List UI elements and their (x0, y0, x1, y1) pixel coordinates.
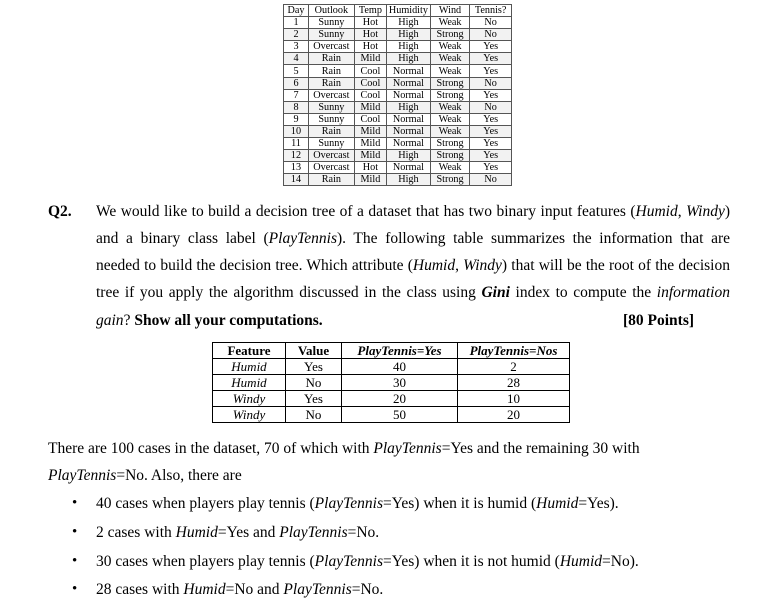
term-windy: Windy (686, 203, 725, 220)
term-playtennis: PlayTennis (48, 467, 117, 484)
table-cell: Strong (430, 138, 470, 150)
table-cell: 40 (342, 359, 458, 375)
table-cell: No (470, 17, 512, 29)
bullet-item-2 (96, 524, 379, 542)
table-cell: Strong (430, 29, 470, 41)
term-humid: Humid (559, 553, 603, 570)
table-row (284, 101, 512, 113)
header-playtennis-no (458, 343, 570, 359)
table-cell: Yes (470, 113, 512, 125)
bullet-icon: • (72, 581, 78, 597)
table-cell: Cool (354, 113, 386, 125)
table-row (284, 138, 512, 150)
table-cell: Normal (387, 77, 431, 89)
table-cell: Weak (430, 162, 470, 174)
table-cell: 20 (458, 407, 570, 423)
table-cell: High (387, 29, 431, 41)
text: =No and (225, 581, 284, 598)
table-cell: Yes (286, 391, 342, 407)
term-humid: Humid (536, 495, 579, 512)
term-playtennis: PlayTennis (283, 581, 352, 598)
table-cell: High (387, 174, 431, 186)
table-cell: Sunny (308, 101, 354, 113)
table-cell: 12 (284, 150, 309, 162)
table-cell: Weak (430, 113, 470, 125)
table-cell: 13 (284, 162, 309, 174)
header-value: Value (286, 343, 342, 359)
table-row (284, 113, 512, 125)
table-cell: Normal (387, 113, 431, 125)
table-cell: Humid (213, 359, 286, 375)
question-line-3 (96, 257, 730, 275)
text: ). The following table summarizes the information that are (337, 230, 730, 247)
table-cell: Weak (430, 65, 470, 77)
table-cell: Hot (354, 162, 386, 174)
header-humidity: Humidity (387, 5, 431, 17)
text: ) that will be the root of the decision (501, 257, 730, 274)
table-cell: Rain (308, 65, 354, 77)
table-cell: Strong (430, 174, 470, 186)
question-line-2 (96, 230, 730, 248)
table-cell: Yes (286, 359, 342, 375)
text: =No). (602, 553, 639, 570)
text: , (455, 257, 464, 274)
table-cell: Rain (308, 125, 354, 137)
table-cell: Cool (354, 65, 386, 77)
table-cell: Sunny (308, 113, 354, 125)
table-cell: Rain (308, 53, 354, 65)
table-cell: No (470, 29, 512, 41)
table-cell: No (470, 174, 512, 186)
table-cell: Weak (430, 53, 470, 65)
table-cell: 9 (284, 113, 309, 125)
term-windy: Windy (463, 257, 502, 274)
table-cell: Mild (354, 125, 386, 137)
term-humid: Humid (635, 203, 678, 220)
table-cell: No (470, 101, 512, 113)
table-cell: No (470, 77, 512, 89)
table-cell: Weak (430, 125, 470, 137)
table-cell: High (387, 53, 431, 65)
table-row (213, 359, 570, 375)
term-gini: Gini (481, 284, 510, 301)
table-cell: 20 (342, 391, 458, 407)
table-cell: No (286, 375, 342, 391)
table-cell: 50 (342, 407, 458, 423)
table-cell: 4 (284, 53, 309, 65)
table-row (284, 41, 512, 53)
text: =Yes and the remaining 30 with (441, 440, 640, 457)
bullet-item-4 (96, 581, 383, 599)
table-cell: Mild (354, 101, 386, 113)
bullet-icon: • (72, 553, 78, 569)
show-computations-text: Show all your computations. (134, 312, 323, 329)
header-tennis: Tennis? (470, 5, 512, 17)
question-line-4 (96, 284, 730, 302)
term-playtennis: PlayTennis (314, 495, 383, 512)
table-cell: Normal (387, 162, 431, 174)
term-humid: Humid (412, 257, 456, 274)
term-gain: gain (96, 312, 124, 329)
table-cell: Strong (430, 77, 470, 89)
table-cell: 2 (458, 359, 570, 375)
term-humid: Humid (175, 524, 218, 541)
table-row (284, 53, 512, 65)
term-humid: Humid (183, 581, 226, 598)
tennis-table-body (284, 17, 512, 186)
table-cell: 30 (342, 375, 458, 391)
table-cell: 8 (284, 101, 309, 113)
text: 40 cases when players play tennis ( (96, 495, 315, 512)
table-cell: Yes (470, 41, 512, 53)
table-cell: Normal (387, 65, 431, 77)
text: ? (123, 312, 135, 329)
text: =Yes and (217, 524, 280, 541)
text: =No. (347, 524, 380, 541)
table-cell: Yes (470, 65, 512, 77)
table-cell: 5 (284, 65, 309, 77)
table-cell: Yes (470, 53, 512, 65)
table-row (284, 29, 512, 41)
table-cell: High (387, 41, 431, 53)
table-row (213, 407, 570, 423)
table-cell: Weak (430, 17, 470, 29)
text: 2 cases with (96, 524, 176, 541)
bullet-icon: • (72, 524, 78, 540)
table-cell: Yes (470, 150, 512, 162)
header-feature: Feature (213, 343, 286, 359)
table-cell: Humid (213, 375, 286, 391)
table-cell: Yes (470, 89, 512, 101)
table-row (284, 89, 512, 101)
text: There are 100 cases in the dataset, 70 of which with (48, 440, 374, 457)
table-cell: 1 (284, 17, 309, 29)
table-cell: 7 (284, 89, 309, 101)
text: index to compute the (509, 284, 657, 301)
tennis-dataset-table (283, 4, 512, 186)
table-cell: Weak (430, 41, 470, 53)
bullet-icon: • (72, 495, 78, 511)
table-cell: Mild (354, 150, 386, 162)
table-cell: Hot (354, 17, 386, 29)
text: needed to build the decision tree. Which attribute ( (96, 257, 413, 274)
table-cell: Rain (308, 77, 354, 89)
header-text: PlayTennis=Yes (357, 343, 442, 358)
question-label: Q2. (48, 203, 72, 220)
table-cell: Windy (213, 407, 286, 423)
table-cell: Overcast (308, 150, 354, 162)
summary-header-row (213, 343, 570, 359)
table-cell: Hot (354, 29, 386, 41)
table-cell: 10 (458, 391, 570, 407)
table-cell: Weak (430, 101, 470, 113)
header-outlook: Outlook (308, 5, 354, 17)
header-temp: Temp (354, 5, 386, 17)
table-cell: 3 (284, 41, 309, 53)
table-cell: Cool (354, 77, 386, 89)
table-cell: No (286, 407, 342, 423)
table-cell: Yes (470, 162, 512, 174)
table-row (284, 65, 512, 77)
text: =No. (351, 581, 384, 598)
table-cell: Strong (430, 150, 470, 162)
table-cell: Mild (354, 138, 386, 150)
header-playtennis-yes (342, 343, 458, 359)
text: tree if you apply the algorithm discussed in the class using (96, 284, 482, 301)
table-cell: Hot (354, 41, 386, 53)
table-cell: High (387, 150, 431, 162)
text: 28 cases with (96, 581, 184, 598)
table-cell: Sunny (308, 29, 354, 41)
table-row (213, 375, 570, 391)
text: We would like to build a decision tree of a dataset that has two binary input features ( (96, 203, 636, 220)
text: ) (724, 203, 731, 220)
table-cell: 11 (284, 138, 309, 150)
table-cell: Mild (354, 53, 386, 65)
text: =No. Also, there are (116, 467, 242, 484)
table-cell: Yes (470, 125, 512, 137)
text: and a binary class label ( (96, 230, 269, 247)
header-text: PlayTennis=Nos (469, 343, 558, 358)
term-playtennis: PlayTennis (314, 553, 383, 570)
table-cell: High (387, 101, 431, 113)
table-cell: 14 (284, 174, 309, 186)
text: =Yes) when it is humid ( (383, 495, 537, 512)
text: =Yes) when it is not humid ( (383, 553, 560, 570)
table-cell: Yes (470, 138, 512, 150)
summary-table (212, 342, 570, 423)
description-line-2 (48, 467, 242, 485)
text: 30 cases when players play tennis ( (96, 553, 315, 570)
question-line-1 (96, 203, 730, 221)
table-cell: Sunny (308, 138, 354, 150)
table-row (284, 174, 512, 186)
table-cell: Normal (387, 89, 431, 101)
table-cell: Overcast (308, 89, 354, 101)
tennis-table-header-row (284, 5, 512, 17)
text: , (677, 203, 687, 220)
table-row (284, 150, 512, 162)
term-playtennis: PlayTennis (268, 230, 337, 247)
table-cell: 6 (284, 77, 309, 89)
text: =Yes). (578, 495, 619, 512)
table-row (213, 391, 570, 407)
header-day: Day (284, 5, 309, 17)
table-cell: 10 (284, 125, 309, 137)
table-cell: Mild (354, 174, 386, 186)
table-cell: Overcast (308, 162, 354, 174)
table-cell: Cool (354, 89, 386, 101)
table-row (284, 162, 512, 174)
table-row (284, 17, 512, 29)
description-line-1 (48, 440, 640, 458)
question-line-5 (96, 312, 323, 330)
bullet-item-3 (96, 553, 639, 571)
table-cell: 28 (458, 375, 570, 391)
table-cell: Overcast (308, 41, 354, 53)
header-wind: Wind (430, 5, 470, 17)
table-cell: 2 (284, 29, 309, 41)
table-cell: High (387, 17, 431, 29)
summary-table-body (213, 359, 570, 423)
table-row (284, 77, 512, 89)
term-playtennis: PlayTennis (279, 524, 348, 541)
table-cell: Strong (430, 89, 470, 101)
term-playtennis: PlayTennis (373, 440, 442, 457)
table-cell: Windy (213, 391, 286, 407)
bullet-item-1 (96, 495, 619, 513)
points-label: [80 Points] (623, 312, 695, 329)
table-cell: Rain (308, 174, 354, 186)
table-row (284, 125, 512, 137)
table-cell: Sunny (308, 17, 354, 29)
table-cell: Normal (387, 125, 431, 137)
table-cell: Normal (387, 138, 431, 150)
term-information: information (656, 284, 730, 301)
